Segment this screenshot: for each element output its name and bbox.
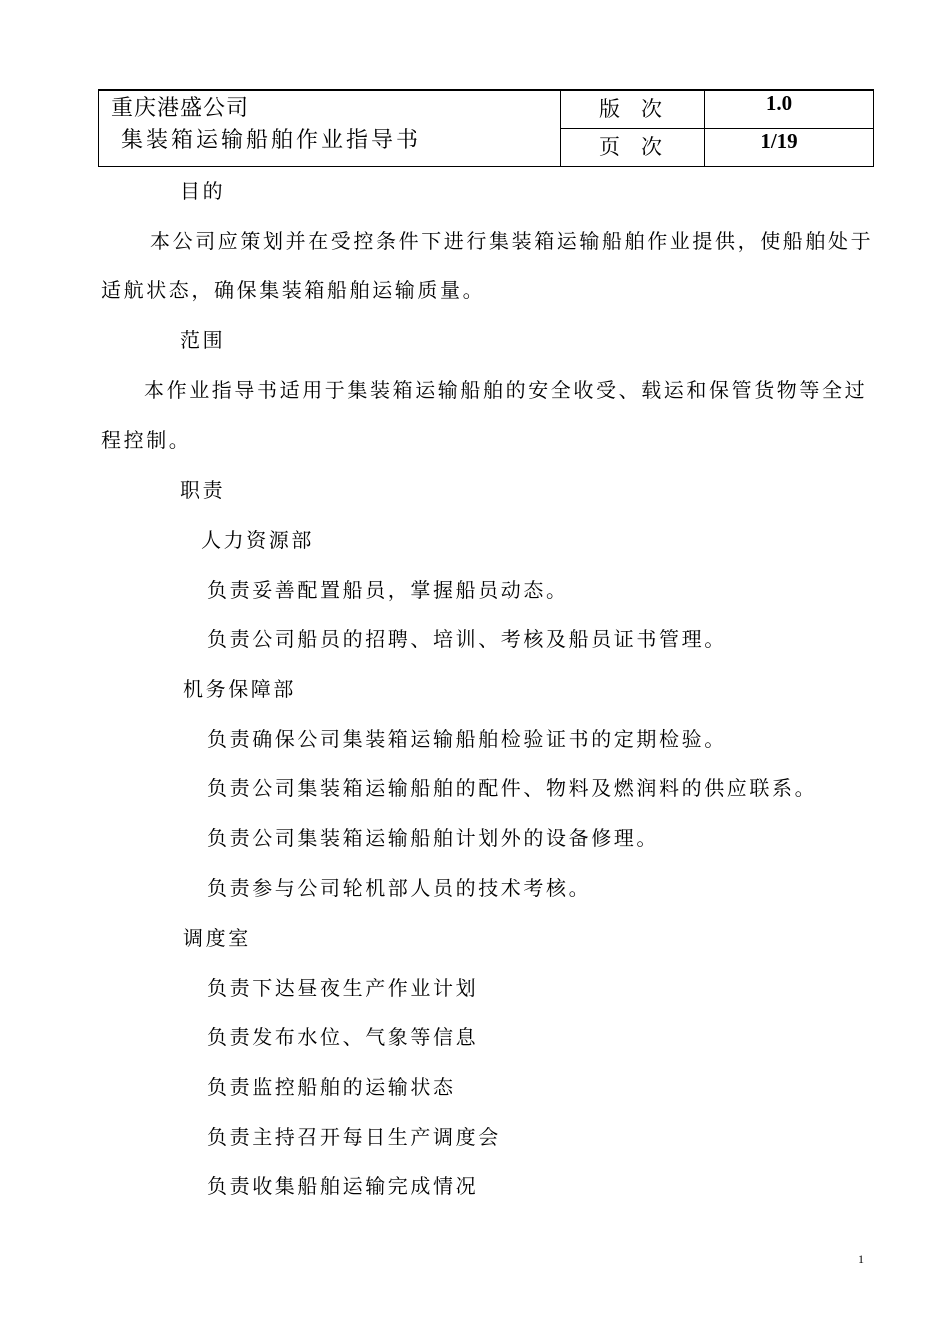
duty-heading: 职责 <box>180 478 226 502</box>
hr-duty-item: 负责妥善配置船员，掌握船员动态。 <box>207 578 569 602</box>
hr-duty-item: 负责公司船员的招聘、培训、考核及船员证书管理。 <box>207 627 727 651</box>
scope-text-line2: 程控制。 <box>101 428 192 452</box>
page-value-cell <box>705 129 873 167</box>
company-name: 重庆港盛公司 <box>111 96 250 121</box>
page-label: 页 次 <box>599 135 662 159</box>
hr-dept-heading: 人力资源部 <box>201 528 314 552</box>
version-label: 版 次 <box>599 97 662 121</box>
mech-duty-item: 负责公司集装箱运输船舶的配件、物料及燃润料的供应联系。 <box>207 776 818 800</box>
dispatch-duty-item: 负责监控船舶的运输状态 <box>207 1075 456 1099</box>
scope-heading: 范围 <box>180 328 226 352</box>
mech-duty-item: 负责公司集装箱运输船舶计划外的设备修理。 <box>207 826 659 850</box>
version-value-cell <box>705 91 873 129</box>
purpose-text-line1: 本公司应策划并在受控条件下进行集装箱运输船舶作业提供，使船舶处于 <box>150 229 874 253</box>
dispatch-dept-heading: 调度室 <box>183 926 251 950</box>
version-value: 1.0 <box>765 91 793 115</box>
purpose-heading: 目的 <box>180 179 226 203</box>
mech-duty-item: 负责确保公司集装箱运输船舶检验证书的定期检验。 <box>207 727 727 751</box>
mech-dept-heading: 机务保障部 <box>183 677 296 701</box>
dispatch-duty-item: 负责下达昼夜生产作业计划 <box>207 976 479 1000</box>
document-title: 集装箱运输船舶作业指导书 <box>121 128 422 153</box>
scope-text-line1: 本作业指导书适用于集装箱运输船舶的安全收受、载运和保管货物等全过 <box>144 378 868 402</box>
mech-duty-item: 负责参与公司轮机部人员的技术考核。 <box>207 876 592 900</box>
dispatch-duty-item: 负责主持召开每日生产调度会 <box>207 1125 501 1149</box>
purpose-text-line2: 适航状态，确保集装箱船舶运输质量。 <box>101 278 486 302</box>
page-value: 1/19 <box>760 129 798 153</box>
dispatch-duty-item: 负责发布水位、气象等信息 <box>207 1025 479 1049</box>
document-header-table <box>98 89 874 167</box>
page-number: 1 <box>858 1252 864 1266</box>
company-cell <box>99 91 561 167</box>
version-label-cell <box>561 91 705 129</box>
page-label-cell <box>561 129 705 167</box>
dispatch-duty-item: 负责收集船舶运输完成情况 <box>207 1174 479 1198</box>
